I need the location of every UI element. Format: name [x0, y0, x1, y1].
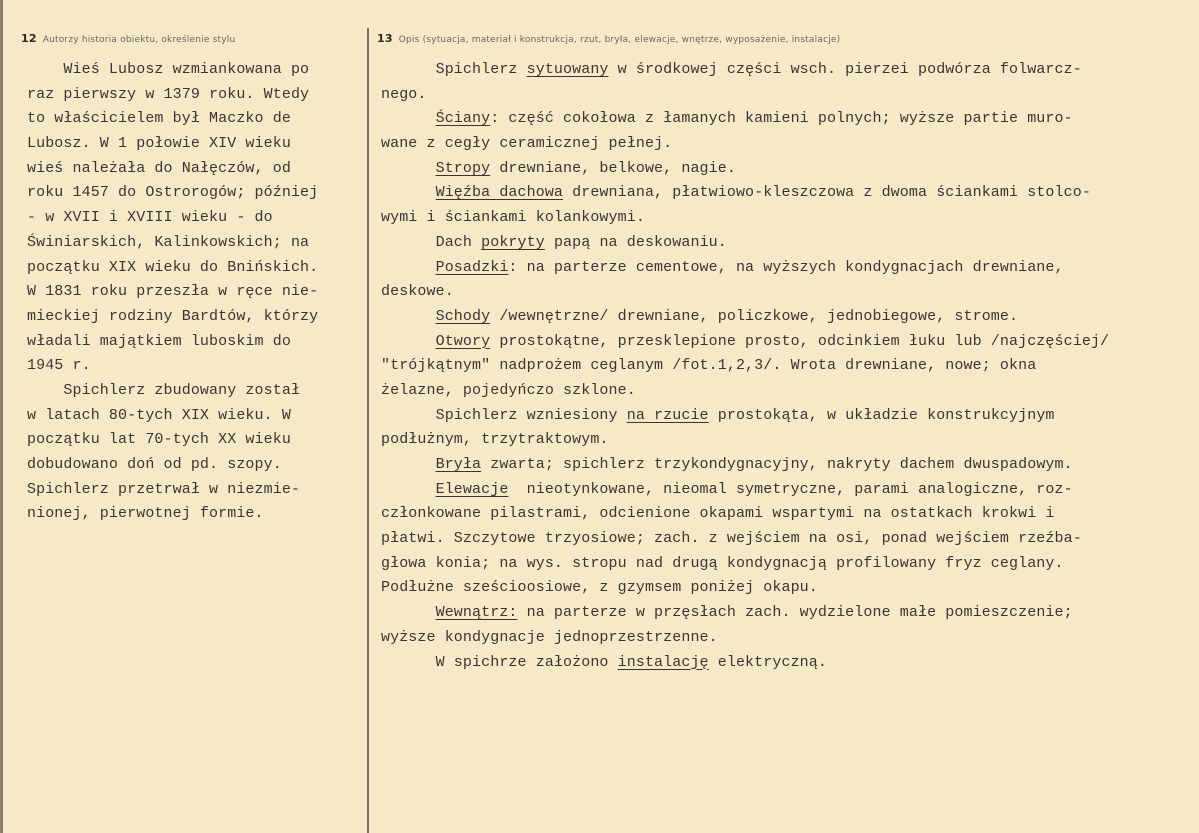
- description-line: [381, 552, 1191, 577]
- line-text: prostokąta, w układzie konstrukcyjnym: [708, 406, 1055, 424]
- line-text: [381, 481, 436, 498]
- description-line: [381, 651, 1191, 676]
- description-line: [381, 107, 1191, 132]
- description-line: [381, 626, 1191, 651]
- line-text: wyższe kondygnacje jednoprzestrzenne.: [381, 628, 718, 646]
- description-line: [381, 379, 1191, 404]
- history-line: początku lat 70-tych XX wieku: [27, 431, 291, 449]
- history-line: Spichlerz przetrwał w niezmie-: [27, 480, 301, 498]
- underlined-keyword: instalację: [617, 653, 709, 671]
- line-text: w środkowej części wsch. pierzei podwórza folwarcz-: [608, 61, 1082, 78]
- history-line: raz pierwszy w 1379 roku. Wtedy: [27, 85, 310, 103]
- line-text: [381, 160, 436, 177]
- line-text: /wewnętrzne/ drewniane, policzkowe, jednobiegowe, strome.: [490, 307, 1019, 325]
- description-line: [381, 576, 1191, 601]
- line-text: nego.: [381, 85, 427, 103]
- underlined-keyword: Posadzki: [435, 258, 509, 276]
- line-text: członkowane pilastrami, odcienione okapami wspartymi na ostatkach krokwi i: [381, 505, 1055, 523]
- history-line: Wieś Lubosz wzmiankowana po: [27, 61, 310, 78]
- line-text: W spichrze założono: [381, 653, 618, 671]
- history-line: Lubosz. W 1 połowie XIV wieku: [27, 135, 291, 153]
- line-text: [381, 604, 436, 621]
- underlined-keyword: Stropy: [435, 159, 491, 177]
- line-text: prostokątne, przesklepione prosto, odcinkiem łuku lub /najczęściej/: [490, 332, 1110, 350]
- description-line: [381, 453, 1191, 478]
- underlined-keyword: Bryła: [435, 456, 482, 473]
- description-line: [381, 354, 1191, 379]
- description-line: [381, 256, 1191, 281]
- description-line: [381, 58, 1191, 83]
- description-line: [381, 305, 1191, 330]
- line-text: [381, 259, 436, 276]
- history-line: Świniarskich, Kalinkowskich; na: [27, 233, 310, 251]
- underlined-keyword: Schody: [435, 307, 491, 325]
- history-line: w latach 80-tych XIX wieku. W: [27, 406, 291, 424]
- line-text: elektryczną.: [708, 653, 827, 671]
- underlined-keyword: Elewacje: [435, 480, 509, 498]
- line-text: "trójkątnym" nadprożem ceglanym /fot.1,2,3/. Wrota drewniane, nowe; okna: [381, 357, 1037, 375]
- underlined-keyword: Więźba dachowa: [435, 184, 564, 202]
- line-text: Spichlerz wzniesiony: [381, 406, 627, 424]
- line-text: wane z cegły ceramicznej pełnej.: [381, 135, 673, 153]
- description-line: [381, 280, 1191, 305]
- history-line: 1945 r.: [27, 357, 91, 375]
- line-text: Spichlerz: [381, 61, 527, 78]
- history-text: [27, 58, 363, 527]
- line-text: Dach: [381, 233, 482, 251]
- history-line: to właścicielem był Maczko de: [27, 110, 291, 128]
- history-line: wieś należała do Nałęczów, od: [27, 159, 291, 177]
- history-line: - w XVII i XVIII wieku - do: [27, 209, 273, 227]
- history-line: dobudowano doń od pd. szopy.: [27, 456, 282, 473]
- line-text: [381, 308, 436, 325]
- line-text: [381, 333, 436, 350]
- description-line: [381, 601, 1191, 626]
- underlined-keyword: pokryty: [481, 233, 545, 251]
- history-line: Spichlerz zbudowany został: [27, 381, 301, 399]
- description-text: [381, 58, 1191, 675]
- line-text: wymi i ściankami kolankowymi.: [381, 209, 645, 227]
- description-line: [381, 132, 1191, 157]
- line-text: [381, 184, 436, 201]
- line-text: Podłużne sześcioosiowe, z gzymsem poniżej okapu.: [381, 579, 818, 597]
- history-line: roku 1457 do Ostrorogów; później: [27, 184, 319, 202]
- description-line: [381, 157, 1191, 182]
- history-line: mieckiej rodziny Bardtów, którzy: [27, 307, 319, 325]
- line-text: zwarta; spichlerz trzykondygnacyjny, nakryty dachem dwuspadowym.: [481, 456, 1073, 473]
- line-text: : część cokołowa z łamanych kamieni polnych; wyższe partie muro-: [490, 110, 1073, 128]
- line-text: nieotynkowane, nieomal symetryczne, parami analogiczne, roz-: [508, 480, 1073, 498]
- line-text: drewniane, belkowe, nagie.: [490, 159, 736, 177]
- description-line: [381, 428, 1191, 453]
- line-text: papą na deskowaniu.: [544, 233, 727, 251]
- underlined-keyword: sytuowany: [526, 61, 609, 78]
- line-text: podłużnym, trzytraktowym.: [381, 431, 609, 449]
- right-section-number: 13: [377, 32, 393, 45]
- line-text: płatwi. Szczytowe trzyosiowe; zach. z wejściem na osi, ponad wejściem rzeźba-: [381, 530, 1082, 548]
- description-line: [381, 83, 1191, 108]
- line-text: : na parterze cementowe, na wyższych kondygnacjach drewniane,: [508, 258, 1064, 276]
- description-line: [381, 330, 1191, 355]
- history-line: władali majątkiem luboskim do: [27, 332, 291, 350]
- line-text: deskowe.: [381, 283, 454, 301]
- line-text: drewniana, płatwiowo-kleszczowa z dwoma ściankami stolco-: [563, 184, 1091, 202]
- left-section-label: Autorzy historia obiektu, określenie stylu: [42, 35, 236, 45]
- description-line: [381, 181, 1191, 206]
- description-line: [381, 478, 1191, 503]
- history-line: nionej, pierwotnej formie.: [27, 505, 264, 523]
- description-line: [381, 206, 1191, 231]
- underlined-keyword: Ściany: [435, 110, 491, 128]
- description-line: [381, 527, 1191, 552]
- underlined-keyword: na rzucie: [626, 406, 709, 424]
- history-line: początku XIX wieku do Bnińskich.: [27, 258, 319, 276]
- underlined-keyword: Wewnątrz:: [435, 604, 518, 622]
- description-line: [381, 231, 1191, 256]
- column-divider: [367, 28, 369, 833]
- underlined-keyword: Otwory: [435, 332, 491, 350]
- left-section-header: [21, 32, 235, 45]
- description-line: [381, 404, 1191, 429]
- line-text: [381, 110, 436, 127]
- description-line: [381, 502, 1191, 527]
- line-text: głowa konia; na wys. stropu nad drugą kondygnacją profilowany fryz ceglany.: [381, 554, 1064, 572]
- line-text: żelazne, pojedyńczo szklone.: [381, 381, 636, 399]
- line-text: [381, 456, 436, 473]
- right-section-header: [377, 32, 840, 45]
- right-section-label: Opis (sytuacja, materiał i konstrukcja, rzut, bryła, elewacje, wnętrze, wyposażenie, instalacje): [398, 35, 841, 45]
- left-section-number: 12: [21, 32, 37, 45]
- history-line: W 1831 roku przeszła w ręce nie-: [27, 283, 319, 301]
- line-text: na parterze w przęsłach zach. wydzielone małe pomieszczenie;: [517, 604, 1073, 622]
